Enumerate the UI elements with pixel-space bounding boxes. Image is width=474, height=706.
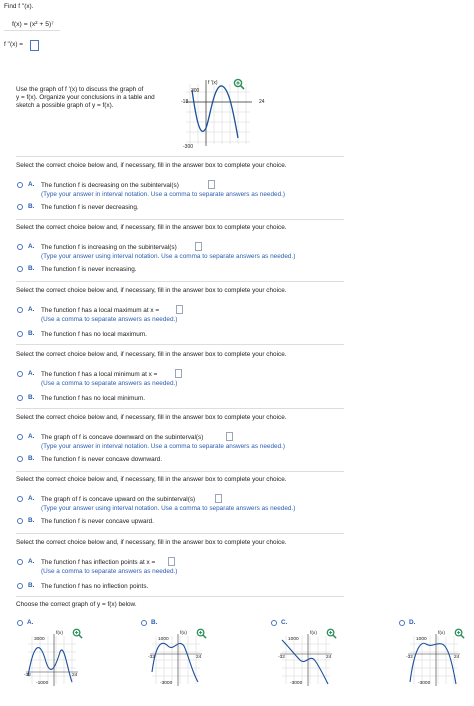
derivative-graph-label: f '(x) [208,80,218,86]
option-a-letter: A. [28,306,35,313]
graph-choice-x-left: -32 [148,655,155,660]
graph-choice-prompt: Choose the correct graph of y = f(x) below. [16,601,137,608]
section-divider [16,219,344,220]
option-a-radio[interactable] [17,559,23,565]
graph-choice-radio[interactable] [141,620,147,626]
option-b-text: The function f is never decreasing. [41,204,139,211]
graph-choice-y-bottom: -1000 [36,681,49,686]
section-divider [16,408,344,409]
answer-input[interactable] [215,494,222,503]
option-a-hint: (Type your answer in interval notation. Use a comma to separate answers as needed.) [41,443,286,450]
option-a-text: The function f has a local minimum at x = [41,371,158,378]
answer-input[interactable] [208,180,215,189]
option-a-letter: A. [28,558,35,565]
option-a-text: The function f has a local maximum at x = [41,307,160,314]
f-double-prime-input[interactable] [30,40,39,51]
graph-choice-radio[interactable] [17,620,23,626]
option-b-letter: B. [28,203,35,210]
option-b-radio[interactable] [17,583,23,589]
question-prompt: Select the correct choice below and, if necessary, fill in the answer box to complete your choice. [16,287,287,294]
instruction-line-1: Use the graph of f '(x) to discuss the graph of [16,86,144,93]
option-a-letter: A. [28,433,35,440]
option-b-letter: B. [28,582,35,589]
option-b-text: The function f has no local minimum. [41,395,146,402]
question-prompt: Select the correct choice below and, if necessary, fill in the answer box to complete your choice. [16,224,287,231]
section-divider [16,344,344,345]
graph-choice-letter: B. [151,619,158,626]
graph-choice-y-top: 1000 [288,637,299,642]
derivative-x-right: 24 [259,99,265,105]
option-b-letter: B. [28,455,35,462]
graph-choice-label: f(x) [438,631,445,636]
derivative-y-bottom: -300 [183,144,194,150]
option-b-text: The function f has no local maximum. [41,331,147,338]
graph-choice-x-right: 24 [72,673,78,678]
section-divider [16,471,344,472]
option-a-radio[interactable] [17,496,23,502]
option-a-radio[interactable] [17,307,23,313]
option-a-letter: A. [28,181,35,188]
answer-input[interactable] [175,369,182,378]
graph-choice-x-left: -32 [278,655,285,660]
graph-choice-y-bottom: -3000 [418,681,431,686]
function-definition: f(x) = (x² + 5)⁷ [12,21,54,28]
derivative-y-top: 300 [191,88,200,94]
graph-choice-x-right: 24 [326,655,332,660]
graph-choice-x-right: 24 [196,655,202,660]
find-prompt: Find f ''(x). [4,3,34,10]
answer-input[interactable] [176,305,183,314]
option-b-text: The function f has no inflection points. [41,583,149,590]
option-a-text: The function f is increasing on the subinterval(s) [41,244,177,251]
graph-choice-plot [24,632,80,688]
option-a-text: The graph of f is concave upward on the subinterval(s) [41,496,196,503]
option-b-letter: B. [28,265,35,272]
option-b-radio[interactable] [17,266,23,272]
graph-choice-y-top: 1000 [158,637,169,642]
answer-label: f ''(x) = [4,41,23,48]
zoom-in-icon[interactable] [233,78,245,90]
answer-input[interactable] [226,432,233,441]
option-b-text: The function f is never concave upward. [41,518,154,525]
option-a-letter: A. [28,370,35,377]
graph-choice-radio[interactable] [271,620,277,626]
graph-choice-x-left: -32 [406,655,413,660]
option-b-radio[interactable] [17,518,23,524]
graph-choice-y-bottom: -3000 [290,681,303,686]
graph-choice-label: f(x) [180,631,187,636]
option-a-hint: (Type your answer in interval notation. Use a comma to separate answers as needed.) [41,191,286,198]
graph-choice-x-left: -32 [24,673,31,678]
option-a-text: The graph of f is concave downward on the subinterval(s) [41,434,204,441]
answer-input[interactable] [168,557,175,566]
zoom-in-icon[interactable] [72,628,83,639]
section-divider [16,596,344,597]
graph-choice-y-bottom: -3000 [160,681,173,686]
option-a-hint: (Type your answer using interval notation. Use a comma to separate answers as needed.) [41,505,296,512]
graph-choice-letter: A. [27,619,34,626]
option-b-radio[interactable] [17,456,23,462]
section-divider [16,533,344,534]
graph-choice-svg [24,632,80,688]
option-b-text: The function f is never increasing. [41,266,137,273]
option-a-hint: (Type your answer using interval notation. Use a comma to separate answers as needed.) [41,253,296,260]
option-a-hint: (Use a comma to separate answers as needed.) [41,380,178,387]
option-b-letter: B. [28,517,35,524]
option-a-radio[interactable] [17,434,23,440]
question-prompt: Select the correct choice below and, if necessary, fill in the answer box to complete your choice. [16,539,287,546]
option-b-letter: B. [28,394,35,401]
instruction-line-3: sketch a possible graph of y = f(x). [16,102,114,109]
option-a-hint: (Use a comma to separate answers as needed.) [41,316,178,323]
question-prompt: Select the correct choice below and, if necessary, fill in the answer box to complete your choice. [16,351,287,358]
question-prompt: Select the correct choice below and, if necessary, fill in the answer box to complete your choice. [16,414,287,421]
graph-choice-label: f(x) [56,631,63,636]
instruction-line-2: y = f(x). Organize your conclusions in a table and [16,94,155,101]
zoom-in-icon[interactable] [454,628,465,639]
option-a-radio[interactable] [17,182,23,188]
option-a-text: The function f is decreasing on the subinterval(s) [41,182,179,189]
option-a-letter: A. [28,495,35,502]
option-b-letter: B. [28,330,35,337]
graph-choice-radio[interactable] [399,620,405,626]
derivative-x-left: -18 [181,99,189,105]
option-a-letter: A. [28,243,35,250]
graph-choice-letter: D. [409,619,416,626]
question-prompt: Select the correct choice below and, if necessary, fill in the answer box to complete your choice. [16,476,287,483]
option-b-radio[interactable] [17,204,23,210]
graph-choice-x-right: 24 [454,655,460,660]
option-b-text: The function f is never concave downward. [41,456,163,463]
zoom-in-icon[interactable] [326,628,337,639]
graph-choice-letter: C. [281,619,288,626]
answer-input[interactable] [195,242,202,251]
option-a-hint: (Use a comma to separate answers as needed.) [41,568,178,575]
graph-choice-label: f(x) [310,631,317,636]
graph-choice-y-top: 3000 [34,637,45,642]
option-a-radio[interactable] [17,371,23,377]
option-b-radio[interactable] [17,395,23,401]
option-b-radio[interactable] [17,331,23,337]
zoom-in-icon[interactable] [196,628,207,639]
graph-choice-y-top: 1000 [416,637,427,642]
option-a-radio[interactable] [17,244,23,250]
option-a-text: The function f has inflection points at x = [41,559,156,566]
divider [4,30,60,31]
question-prompt: Select the correct choice below and, if necessary, fill in the answer box to complete your choice. [16,162,287,169]
section-divider [16,281,344,282]
section-divider [16,156,344,157]
